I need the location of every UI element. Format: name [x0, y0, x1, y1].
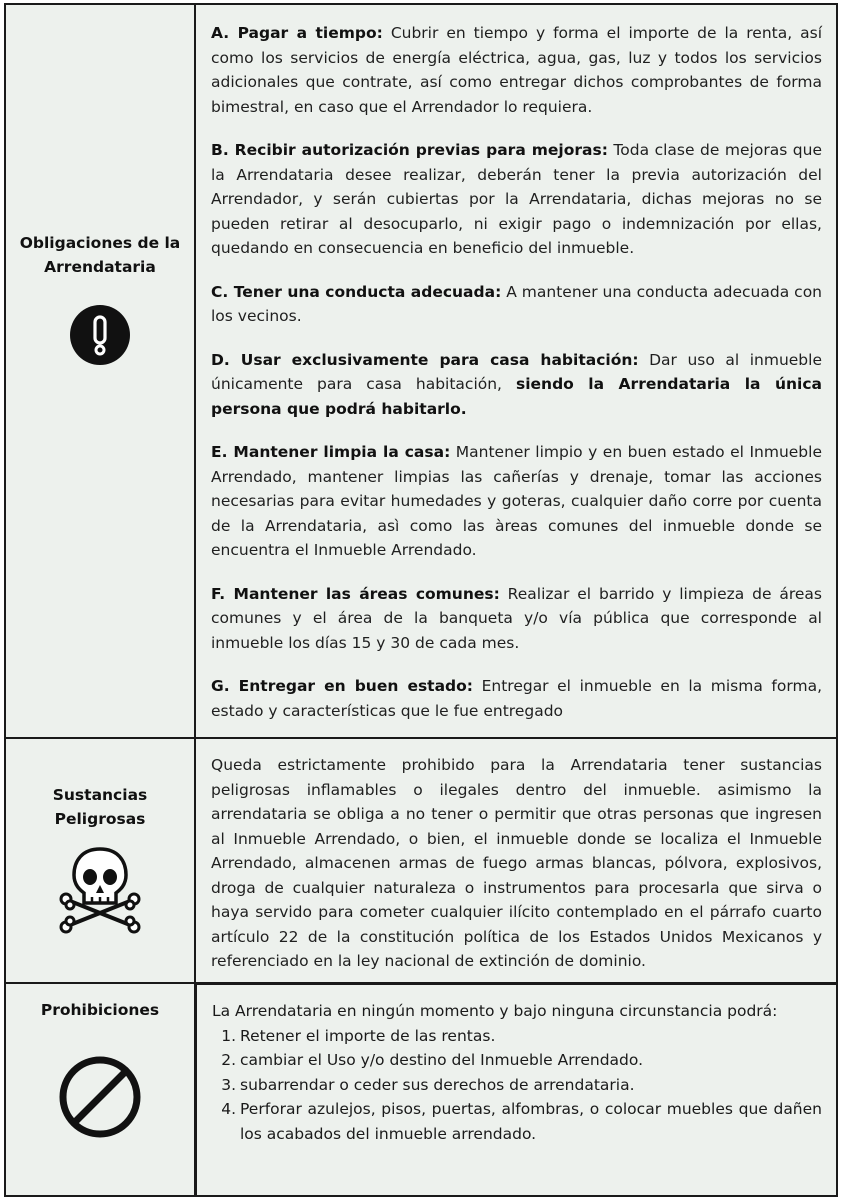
list-item: 3. subarrendar o ceder sus derechos de arrendataria.	[221, 1075, 635, 1094]
row-prohibiciones	[6, 984, 836, 1195]
label-cell-prohibiciones	[6, 984, 196, 1195]
prohibiciones-title: Prohibiciones	[40, 1001, 160, 1019]
row-sustancias	[6, 739, 836, 984]
obligacion-item: F. Mantener las áreas comunes: Realizar el barrido y limpieza de áreas comunes y el área de la banqueta y/o vía pública que corresponde al inmueble los días 15 y 30 de cada mes.	[211, 584, 822, 652]
list-item: 1. Retener el importe de las rentas.	[221, 1026, 496, 1045]
skull-crossbones-icon	[56, 843, 144, 935]
exclamation-icon	[69, 304, 131, 366]
obligaciones-title: Obligaciones de la Arrendataria	[19, 234, 181, 276]
obligacion-item: B. Recibir autorización previas para mejoras: Toda clase de mejoras que la Arrendataria desee realizar, deberán tener la previa autorización del Arrendador, y serán cubiertas por la Arrendataria, dichas mejoras no se pueden retirar al desocuparlo, ni exigir pago o indemnización por ellas, quedando en consecuencia en beneficio del inmueble.	[211, 141, 822, 257]
obligacion-item: D. Usar exclusivamente para casa habitación: Dar uso al inmueble únicamente para casa habitación, siendo la Arrendataria la única persona que podrá habitarlo.	[211, 350, 822, 418]
prohibiciones-list	[212, 1024, 822, 1147]
obligacion-item: A. Pagar a tiempo: Cubrir en tiempo y forma el importe de la renta, así como los servicios de energía eléctrica, agua, gas, luz y todos los servicios adicionales que contrate, así como entregar dichos comprobantes de forma bimestral, en caso que el Arrendador lo requiera.	[211, 24, 822, 116]
label-cell-obligaciones	[6, 5, 196, 737]
prohibiciones-intro: La Arrendataria en ningún momento y bajo ninguna circunstancia podrá:	[212, 1002, 778, 1020]
content-cell-sustancias	[196, 739, 836, 982]
sustancias-title: Sustancias Peligrosas	[52, 786, 148, 828]
list-item: 4. Perforar azulejos, pisos, puertas, alfombras, o colocar muebles que dañen los acabados del inmueble arrendado.	[221, 1100, 822, 1143]
content-cell-obligaciones	[196, 5, 836, 737]
sustancias-text: Queda estrictamente prohibido para la Arrendataria tener sustancias peligrosas inflamables o ilegales dentro del inmueble. asimismo la arrendataria se obliga a no tener o permitir que otras personas que ingresen al Inmueble Arrendado, o bien, el inmueble donde se localiza el Inmueble Arrendado, almacenen armas de fuego armas blancas, pólvora, explosivos, droga de cualquier naturaleza o instrumentos para procesarla que sirva o haya servido para cometer cualquier ilícito contemplado en el párrafo cuarto artículo 22 de la constitución política de los Estados Unidos Mexicanos y referenciado en la ley nacional de extinción de dominio.	[211, 756, 822, 970]
obligacion-item: E. Mantener limpia la casa: Mantener limpio y en buen estado el Inmueble Arrendado, mantener limpias las cañerías y drenaje, tomar las acciones necesarias para evitar humedades y goteras, cualquier daño corre por cuenta de la Arrendataria, asì como las àreas comunes del inmueble donde se encuentra el Inmueble Arrendado.	[211, 443, 822, 559]
list-item: 2. cambiar el Uso y/o destino del Inmueble Arrendado.	[221, 1051, 644, 1069]
prohibited-icon	[58, 1055, 142, 1139]
obligacion-item: C. Tener una conducta adecuada: A mantener una conducta adecuada con los vecinos.	[211, 282, 823, 325]
label-cell-sustancias	[6, 739, 196, 982]
row-obligaciones	[6, 5, 836, 739]
contract-table	[4, 3, 838, 1197]
obligacion-item: G. Entregar en buen estado: Entregar el inmueble en la misma forma, estado y características que le fue entregado	[211, 677, 822, 720]
content-cell-prohibiciones	[195, 983, 836, 1195]
